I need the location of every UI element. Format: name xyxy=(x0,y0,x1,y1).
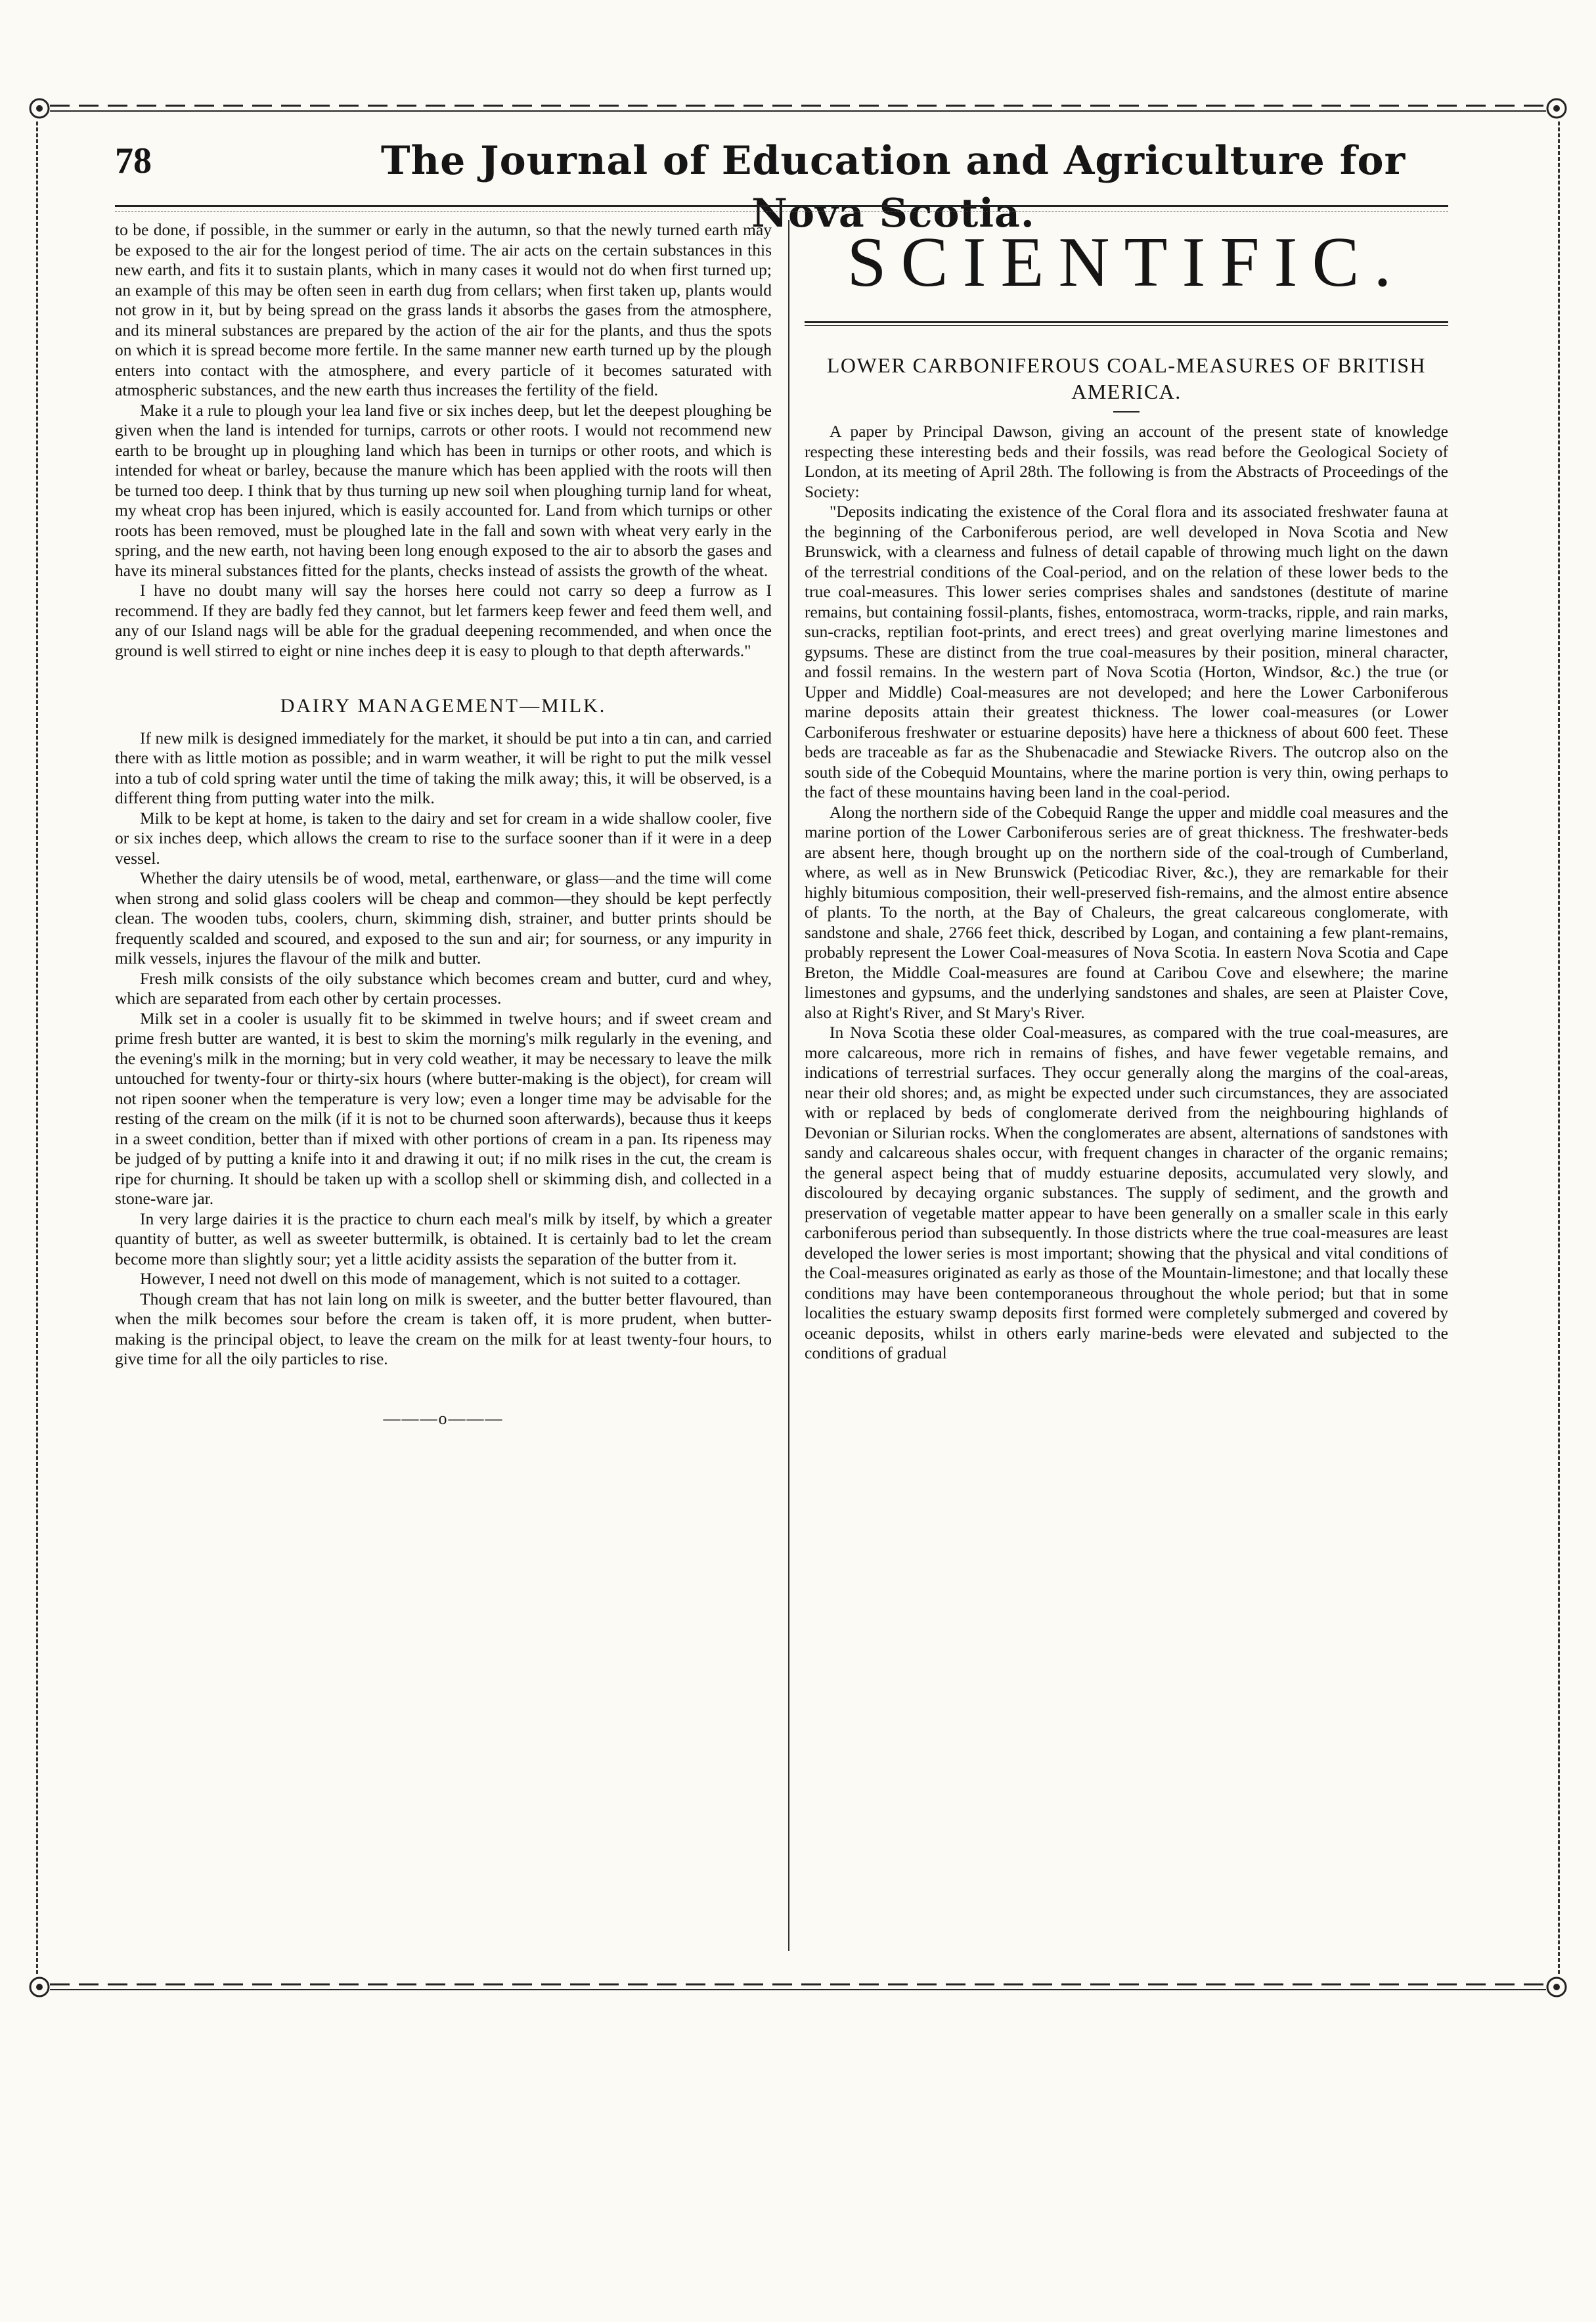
left-paragraph-3: I have no doubt many will say the horses here could not carry so deep a furrow as I recommend. If they are badly fed they cannot, but let farmers keep fewer and feed them well, and any of our Island nags will be able for the gradual deepening recommended, and when once the ground is well stirred to eight or nine inches deep it is easy to plough to that depth afterwards." xyxy=(115,581,772,660)
header-rule xyxy=(115,205,1448,207)
dairy-paragraph-7: However, I need not dwell on this mode of management, which is not suited to a cottager. xyxy=(140,1269,741,1288)
running-title: The Journal of Education and Agriculture for Nova Scotia. xyxy=(380,138,1406,236)
page-number: 78 xyxy=(115,141,152,181)
top-ornamental-rule xyxy=(26,95,1570,122)
dairy-paragraph-6: In very large dairies it is the practice to churn each meal's milk by itself, by which a greater quantity of butter, as well as sweeter buttermilk, is obtained. It is certainly bad to let the cream become more than slightly sour; yet a little acidity assists the separation of the butter from it. xyxy=(115,1209,772,1268)
dairy-paragraph-2: Milk to be kept at home, is taken to the dairy and set for cream in a wide shallow cooler, five or six inches deep, which allows the cream to rise to the surface sooner than if it were in a deep vessel. xyxy=(115,808,772,868)
right-paragraph-4: In Nova Scotia these older Coal-measures, as compared with the true coal-measures, are more calcareous, more rich in remains of fishes, and have fewer vegetable remains, and indications of terrestrial surfaces. They occur generally along the margins of the coal-areas, near their old shores; and, as might be expected under such circumstances, they are associated with or replaced by beds of conglomerate derived from the neighbouring highlands of Devonian or Silurian rocks. When the conglomerates are absent, alternations of sandstones with sandy and calcareous shales occur, with frequent changes in character of the organic remains; the general aspect being that of muddy estuarine deposits, accumulated very slowly, and discoloured by decaying organic substances. The supply of sediment, and the growth and preservation of vegetable matter appear to have been generally on a smaller scale in this early carboniferous period than subsequently. In those districts where the true coal-measures are least developed the lower series is most important; showing that the physical and vital conditions of the Coal-measures originated as early as those of the Mountain-limestone; and that locally these conditions may have been contemporaneous throughout the whole period; but that in some localities the estuary swamp deposits first formed were completely submerged and covered by oceanic deposits, whilst in others early marine-beds were elevated and subjected to the conditions of gradual xyxy=(805,1023,1448,1362)
column-divider xyxy=(788,220,789,1951)
right-paragraph-1: A paper by Principal Dawson, giving an account of the present state of knowledge respecting these interesting beds and their fossils, was read before the Geological Society of London, at its meeting of April 28th. The following is from the Abstracts of Proceedings of the Society: xyxy=(805,422,1448,501)
title-dash xyxy=(1113,411,1140,413)
dairy-paragraph-4: Fresh milk consists of the oily substance which becomes cream and butter, curd and whey, which are separated from each other by certain processes. xyxy=(115,968,772,1008)
left-paragraph-2: Make it a rule to plough your lea land five or six inches deep, but let the deepest ploughing be given when the land is intended for turnips, carrots or other roots. I would not recommend new earth to be brought up in ploughing land which has been in turnips or other roots, and which is intended for wheat or barley, because the manure which has been applied with the roots will then be turned too deep. I think that by thus turning up new soil when ploughing turnip land for wheat, my wheat crop has been injured, which is easily accounted for. Land from which turnips or other roots has been removed, must be ploughed late in the fall and sown with wheat very early in the spring, and the new earth, not having been long enough exposed to the air to absorb the gases and have its mineral substances fitted for the plants, checks instead of assists the growth of the wheat. xyxy=(115,400,772,580)
left-border-rule xyxy=(36,122,38,1974)
left-paragraph-1: to be done, if possible, in the summer or early in the autumn, so that the newly turned earth may be exposed to the air for the longest period of time. The air acts on the certain substances in this new earth, and fits it to sustain plants, which in many cases it would not do when first turned up; an example of this may be often seen in earth dug from cellars; when first taken up, plants would not grow in it, but by being spread on the grass lands it absorbs the gases from the atmosphere, and its mineral substances are prepared by the action of the air for the plants, and thus the spots on which it is spread become more fertile. In the same manner new earth turned up by the plough enters into contact with the atmosphere, and every particle of it becomes saturated with atmospheric substances, and the new earth thus increases the fertility of the field. xyxy=(115,220,772,399)
title-rule xyxy=(805,321,1448,323)
dairy-heading: DAIRY MANAGEMENT—MILK. xyxy=(280,695,607,717)
dairy-paragraph-1: If new milk is designed immediately for the market, it should be put into a tin can, and carried there with as little motion as possible; and in warm weather, it will be right to put the milk vessel into a tub of cold spring water until the time of taking the milk away; this, it will be observed, is a different thing from putting water into the milk. xyxy=(115,728,772,807)
section-title: SCIENTIFIC. xyxy=(847,223,1406,301)
dairy-paragraph-3: Whether the dairy utensils be of wood, metal, earthenware, or glass—and the time will come when strong and solid glass coolers will be cheap and common—they should be kept perfectly clean. The wooden tubs, coolers, churn, skimming dish, strainer, and butter prints should be frequently scalded and scoured, and exposed to the sun and air; for sourness, or any impurity in milk vessels, injures the flavour of the milk and butter. xyxy=(115,868,772,968)
dairy-paragraph-5: Milk set in a cooler is usually fit to be skimmed in twelve hours; and if sweet cream and prime fresh butter are wanted, it is best to skim the morning's milk regularly in the evening, and the evening's milk in the morning; but in very cold weather, it may be necessary to leave the milk untouched for twenty-four or thirty-six hours (where butter-making is the object), for cream will not ripen sooner when the temperature is very low; even a longer time may be advisable for the resting of the cream on the milk (if it is not to be churned soon afterwards), because thus it keeps in a sweet condition, better than if mixed with other portions of cream in a pan. Its ripeness may be judged of by putting a knife into it and drawing it out; if no milk rises in the cut, the cream is ripe for churning. It should be taken up with a scollop shell or skimming dish, and collected in a stone-ware jar. xyxy=(115,1008,772,1208)
right-paragraph-2: "Deposits indicating the existence of the Coral flora and its associated freshwater fauna at the beginning of the Carboniferous period, are well developed in Nova Scotia and New Brunswick, with a clearness and fulness of detail capable of throwing much light on the dawn of the terrestrial conditions of the Coal-period, and on the relation of these lower beds to the true coal-measures. This lower series comprises shales and sandstones (destitute of marine remains, but containing fossil-plants, fishes, entomostraca, worm-tracks, ripple, and rain marks, sun-cracks, reptilian foot-prints, and erect trees) and great overlying marine limestones and gypsums. These are distinct from the true coal-measures by their position, mineral character, and fossil remains. In the western part of Nova Scotia (Horton, Windsor, &c.) the true (or Upper and Middle) Coal-measures are not developed; and here the Lower Carboniferous marine deposits attain their greatest thickness. The lower coal-measures (or Lower Carboniferous freshwater or estuarine deposits) have here a thickness of about 600 feet. These beds are traceable as far as the Shubenacadie and Stewiacke Rivers. The outcrop also on the south side of the Cobequid Mountains, where the marine portion is very thin, owing perhaps to the fact of these mountains having been land in the coal-period. xyxy=(805,502,1448,801)
end-ornament: ———o——— xyxy=(383,1408,504,1428)
left-column xyxy=(115,220,772,1954)
right-paragraph-3: Along the northern side of the Cobequid Range the upper and middle coal measures and the marine portion of the Lower Carboniferous series are of great thickness. The freshwater-beds are absent here, though brought up on the northern side of the coal-trough of Cumberland, where, as well as in New Brunswick (Peticodiac River, &c.), they are remarkable for their highly bitumious composition, their well-preserved fish-remains, and the almost entire absence of plants. To the north, at the Bay of Chaleurs, the great calcareous conglomerate, with sandstone and shale, 2766 feet thick, described by Logan, and containing a few plant-remains, probably represent the Lower Coal-measures of Nova Scotia. In eastern Nova Scotia and Cape Breton, the Middle Coal-measures are found at Caribou Cove and elsewhere; the marine limestones and gypsums, and the underlying sandstones and shales, are seen at Plaister Cove, also at Right's River, and St Mary's River. xyxy=(805,802,1448,1022)
right-column xyxy=(805,220,1448,1954)
title-rule-thin xyxy=(805,325,1448,326)
dairy-paragraph-8: Though cream that has not lain long on milk is sweeter, and the butter better flavoured, than when the milk becomes sour before the cream is taken off, it is more prudent, when butter-making is the principal object, to leave the cream on the milk for at least twenty-four hours, to give time for all the oily particles to rise. xyxy=(115,1289,772,1368)
bottom-ornamental-rule xyxy=(26,1974,1570,2000)
right-border-rule xyxy=(1558,122,1560,1974)
article-title: LOWER CARBONIFEROUS COAL-MEASURES OF BRITISH AMERICA. xyxy=(826,353,1427,403)
